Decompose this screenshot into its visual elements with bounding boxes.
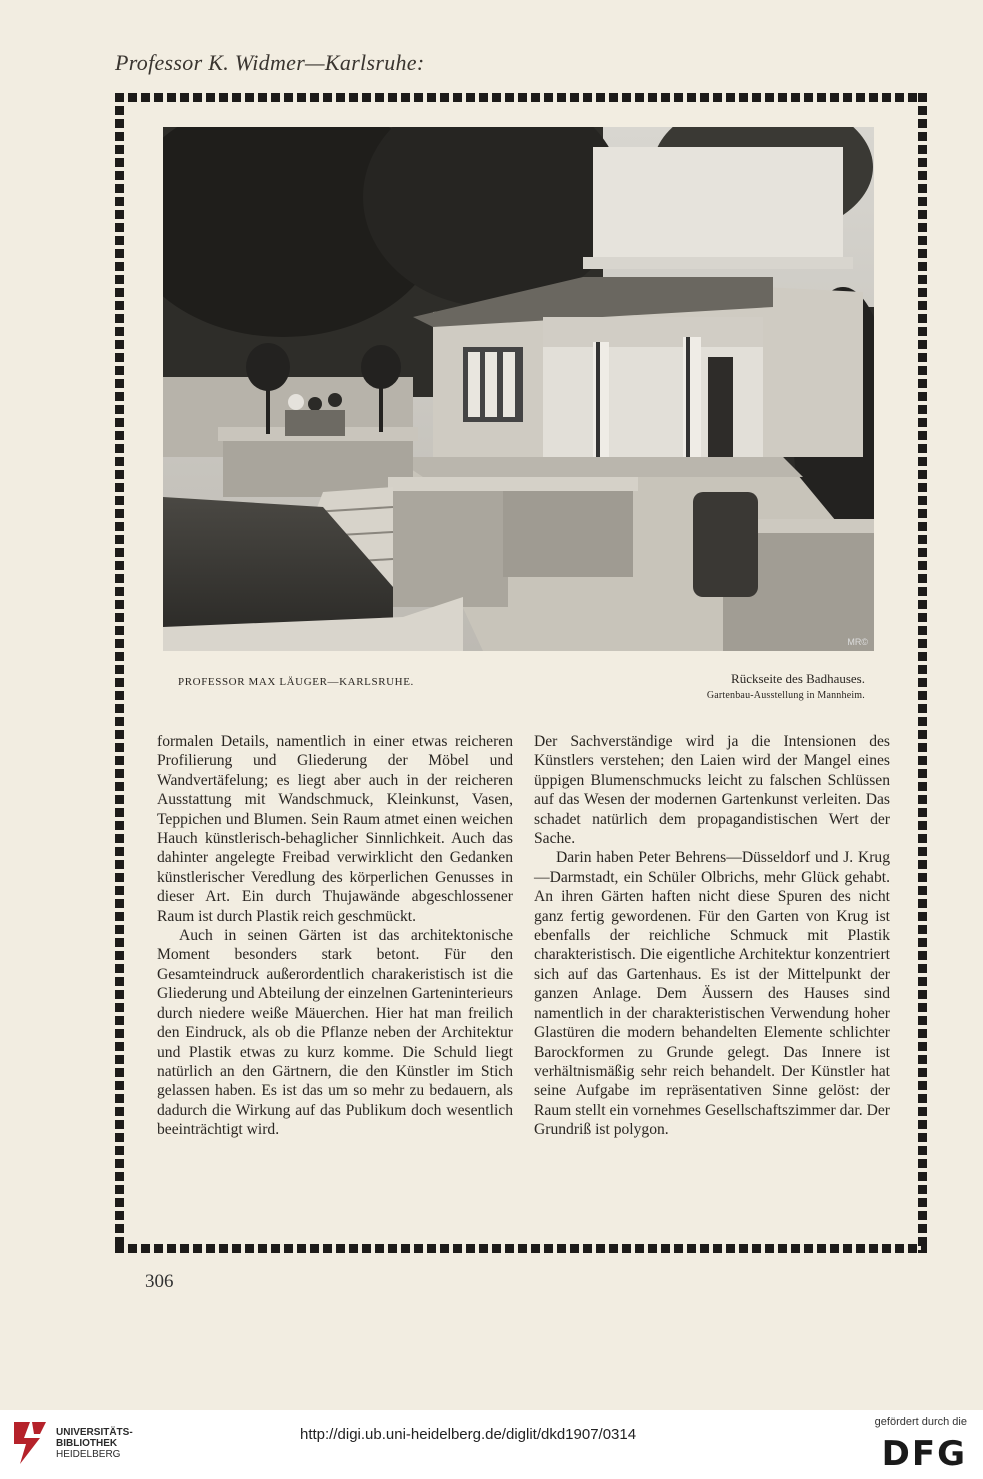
paragraph: Darin haben Peter Behrens—Düsseldorf und J. Krug—Darmstadt, ein Schüler Olbrichs, mehr Glück gehabt. An ihren Gärten haften nicht diese Spuren des nicht ganz fertig gewordenen. Für den Garten von Krug ist ebenfalls der reichliche Schmuck mit Plastik charakteristisch. Die eigentliche Architektur konzentriert sich auf das Gartenhaus. Es ist der Mittelpunkt der ganzen Anlage. Dem Äussern des Hauses sind namentlich in der charakteristischen Verwendung hoher Glastüren die modern behandelten Elemente schlichter Barockformen zu Grunde gelegt. Das Innere ist verhältnismäßig sehr reich behandelt. Der Künstler hat seine Aufgabe im repräsentativen Sinne gelöst: der Raum stellt ein vornehmes Gesellschaftszimmer dar. Der Grundriß ist polygon. — [534, 849, 890, 1139]
paragraph: Der Sachverständige wird ja die Intensionen des Künstlers verstehen; den Laien wird der Mangel eines üppigen Blumenschmucks leicht zu falschen Schlüssen auf das Wesen der modernen Gartenkunst verleiten. Das schadet natürlich dem propagandistischen Wert der Sache. — [534, 733, 890, 848]
garden-photograph-drawing — [163, 127, 874, 651]
frame-right-border — [918, 93, 927, 1253]
frame-top-border — [115, 93, 927, 102]
photo-monogram: MR© — [847, 637, 868, 647]
university-library-logo-icon — [10, 1418, 50, 1468]
running-head: Professor K. Widmer—Karlsruhe: — [115, 50, 425, 75]
library-name-line3: HEIDELBERG — [56, 1449, 121, 1460]
frame-bottom-border — [115, 1244, 927, 1253]
library-name-line1: UNIVERSITÄTS- — [56, 1427, 133, 1438]
library-name-line2: BIBLIOTHEK — [56, 1438, 118, 1449]
library-name — [56, 1427, 133, 1460]
text-column-left — [157, 732, 513, 1140]
source-url-link[interactable]: http://digi.ub.uni-heidelberg.de/diglit/dkd1907/0314 — [300, 1426, 637, 1443]
page-number: 306 — [145, 1271, 174, 1292]
paragraph: formalen Details, namentlich in einer etwas reicheren Profilierung und Gliederung der Möbel und Wandvertäfelung; es liegt aber auch in der reicheren Ausstattung mit Wandschmuck, Kleinkunst, Vasen, Teppichen und Blumen. Sein Raum atmet einen weichen Hauch künstlerisch-behaglicher Sinnlichkeit. Auch das dahinter angelegte Freibad verwirklicht den Gedanken künstlerischer Veredlung des körperlichen Genusses in dieser Art. Ein durch Thujawände abgeschlossener Raum ist durch Plastik reich geschmückt. — [157, 733, 513, 925]
text-column-right — [534, 732, 890, 1140]
footer-bar — [0, 1410, 983, 1479]
frame-left-border — [115, 93, 124, 1253]
figure-caption-title — [707, 671, 865, 701]
figure-caption-author: PROFESSOR MAX LÄUGER—KARLSRUHE. — [178, 676, 414, 688]
dfg-logo: DFG — [881, 1434, 967, 1474]
figure-caption-subtitle-line: Gartenbau-Ausstellung in Mannheim. — [706, 690, 865, 701]
garden-photograph — [163, 127, 874, 651]
funded-by-text: gefördert durch die — [874, 1416, 967, 1428]
paragraph: Auch in seinen Gärten ist das architektonische Moment besonders stark betont. Für den Gesamteindruck außerordentlich charakeristisch ist die Gliederung und Abteilung der einzelnen Garteninterieurs durch niedere weiße Mäuerchen. Hier hat man freilich den Eindruck, als ob die Pflanze neben der Architektur und Plastik etwas zu kurz komme. Die Schuld liegt natürlich an den Gärtnern, die den Künstler im Stich gelassen haben. Es ist das um so mehr zu bedauern, als dadurch die Wirkung auf das Publikum doch wesentlich beeinträchtigt wird. — [157, 927, 513, 1139]
figure-caption-title-line: Rückseite des Badhauses. — [731, 671, 865, 686]
